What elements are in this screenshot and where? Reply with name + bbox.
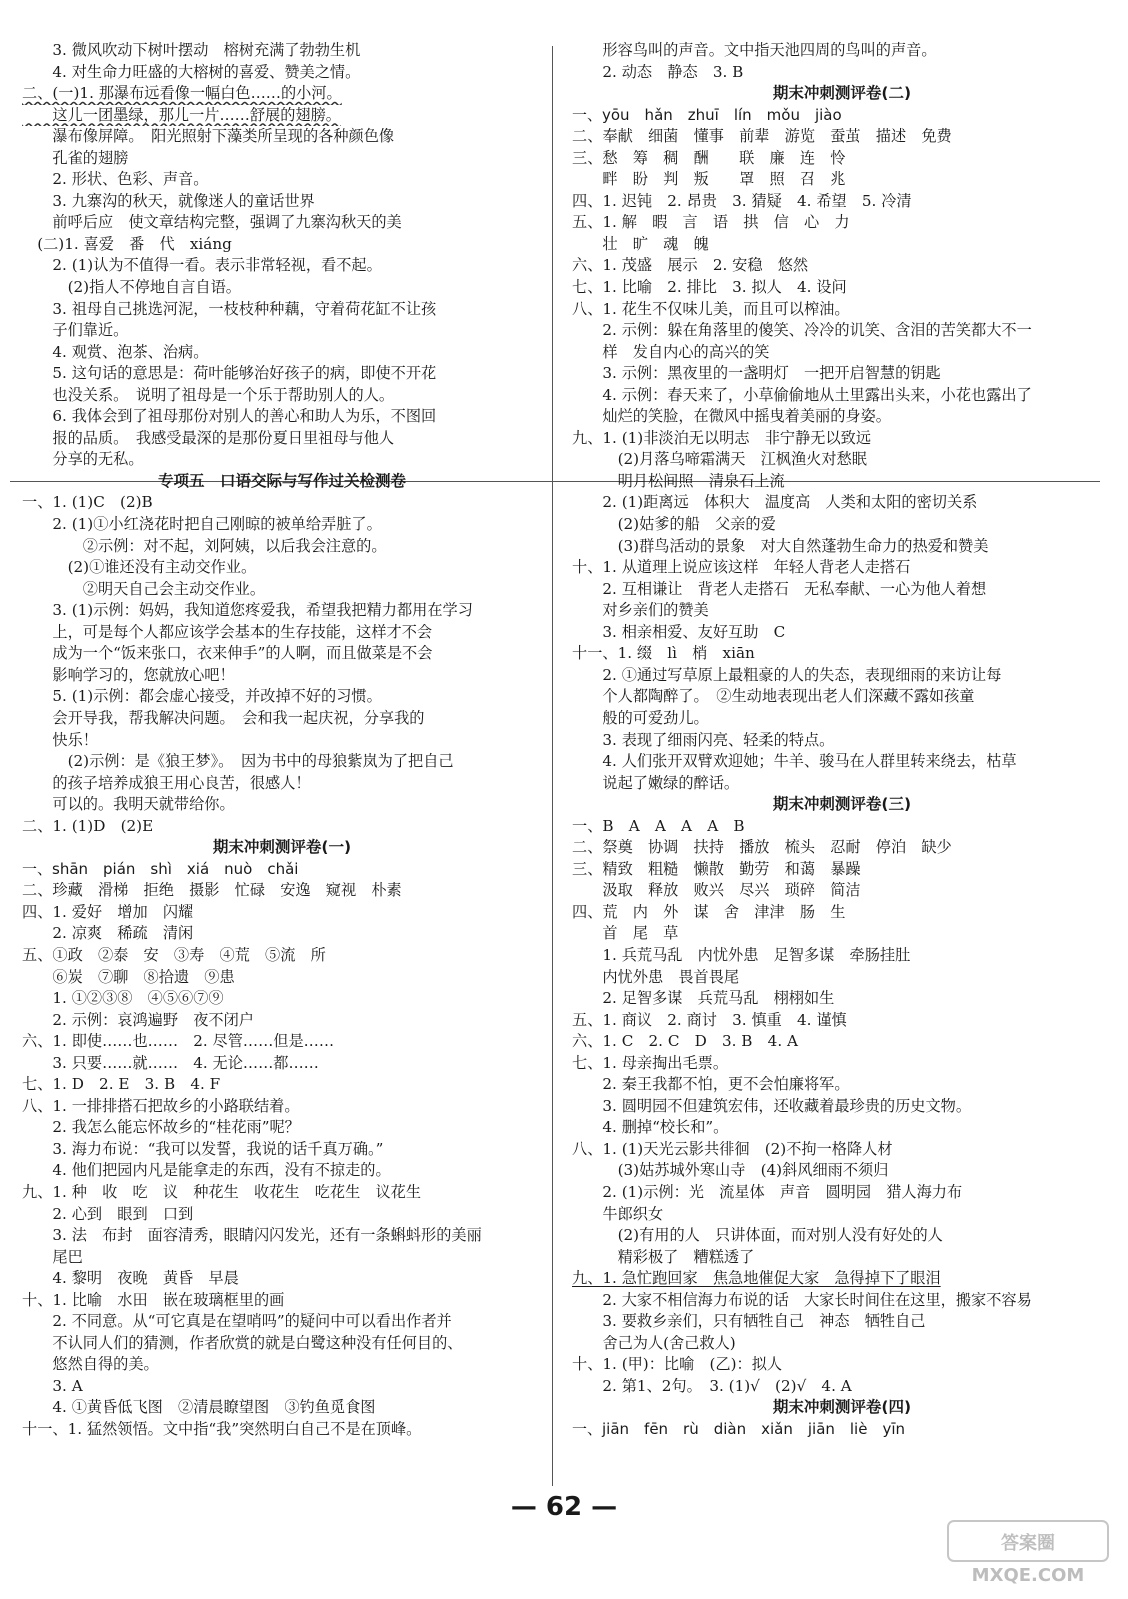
right-answer-line: 说起了嫩绿的醉话。 [572,773,740,792]
left-answer-line: 3. 微风吹动下树叶摆动 榕树充满了勃勃生机 [22,41,361,59]
left-answer-line: 成为一个“饭来张口，衣来伸手”的人啊，而且做菜是不会 [22,644,433,663]
left-answer-line: 3. 只要……就…… 4. 无论……都…… [22,1053,319,1072]
page-number: — 62 — [510,1492,618,1522]
right-answer-line: 2. 足智多谋 兵荒马乱 栩栩如生 [572,989,835,1008]
right-answer-line: 十、1. (甲)：比喻 (乙)：拟人 [572,1355,783,1374]
left-answer-line: 3. 祖母自己挑选河泥，一枝枝种种藕，守着荷花缸不让孩 [22,299,437,318]
right-answer-line: 2. 第1、2句。 3. (1)√ (2)√ 4. A [572,1376,852,1395]
left-answer-line: ②明天自己会主动交作业。 [22,579,265,598]
left-answer-line: 3. A [22,1376,83,1395]
right-answer-line: 2. (1)距离远 体积大 温度高 人类和太阳的密切关系 [572,493,978,512]
right-answer-line: 1. 兵荒马乱 内忧外患 足智多谋 牵肠挂肚 [572,945,911,964]
right-answer-line: 三、愁 筹 稠 酬 联 廉 连 怜 [572,148,846,167]
left-answer-line: 的孩子培养成狼王用心良苦，很感人！ [22,773,311,792]
right-answer-line: 牛郎织女 [572,1204,664,1223]
right-answer-line: 五、1. 解 暇 言 语 拱 信 心 力 [572,213,850,232]
left-answer-line: 九、1. 种 收 吃 议 种花生 收花生 吃花生 议花生 [22,1182,422,1201]
watermark-bottom-text: MXQE.COM [971,1565,1085,1586]
right-answer-line: 八、1. 花生不仅味儿美，而且可以榨油。 [572,299,850,318]
right-answer-line: 首 尾 草 [572,924,679,943]
right-answer-line: 2. 动态 静态 3. B [572,62,744,81]
left-answer-line: 前呼后应 使文章结构完整，强调了九寨沟秋天的美 [22,213,402,232]
left-answer-line: 4. 他们把园内凡是能拿走的东西，没有不掠走的。 [22,1161,391,1180]
right-column [572,40,1112,1441]
left-answer-line: 上，可是每个人都应该学会基本的生存技能，这样才不会 [22,622,433,641]
left-answer-line: (2)①谁还没有主动交作业。 [22,558,257,577]
right-answer-line: 2. ①通过写草原上最粗豪的人的失态，表现细雨的来访让每 [572,665,1002,684]
right-answer-line: 九、1. (1)非淡泊无以明志 非宁静无以致远 [572,428,872,447]
left-answer-line: 二、(一)1. 那瀑布远看像一幅白色……的小河。 [22,84,342,103]
left-answer-line: 2. 形状、色彩、声音。 [22,170,209,189]
left-answer-line: 尾巴 [22,1247,83,1266]
left-answer-line: 孔雀的翅膀 [22,148,129,167]
left-answer-line: ②示例：对不起，刘阿姨，以后我会注意的。 [22,536,387,555]
right-answer-line: 2. 秦王我都不怕，更不会怕廉将军。 [572,1075,850,1094]
right-answer-line: 对乡亲们的赞美 [572,601,709,620]
right-answer-line: 一、jiān fēn rù diàn xiǎn jiān liè yīn [572,1420,906,1438]
right-answer-line: 3. 圆明园不但建筑宏伟，还收藏着最珍贵的历史文物。 [572,1096,972,1115]
right-answer-line: 4. 人们张开双臂欢迎她；牛羊、骏马在人群里转来绕去，枯草 [572,752,1017,771]
right-answer-line: 一、B A A A A B [572,816,745,835]
right-section-title: 期末冲刺测评卷(三) [772,795,912,814]
left-answer-line: 一、1. (1)C (2)B [22,493,153,512]
left-section-title: 专项五 口语交际与写作过关检测卷 [157,471,406,490]
left-answer-line: ⑥炭 ⑦聊 ⑧拾遗 ⑨患 [22,967,235,986]
right-answer-line: 3. 要救乡亲们，只有牺牲自己 神态 牺牲自己 [572,1312,926,1331]
left-answer-line: 可以的。我明天就带给你。 [22,795,235,814]
left-answer-line: 这儿一团墨绿，那儿一片……舒展的翅膀。 [22,105,341,124]
left-answer-line: (2)示例：是《狼王梦》。 因为书中的母狼紫岚为了把自己 [22,752,454,771]
right-answer-line: 二、祭奠 协调 扶持 播放 梳头 忍耐 停泊 缺少 [572,838,952,857]
left-answer-line: 4. 观赏、泡茶、治病。 [22,342,209,361]
left-answer-line: 2. 凉爽 稀疏 清闲 [22,924,194,943]
right-answer-line: (2)姑爹的船 父亲的爱 [572,515,776,534]
right-answer-line: 四、1. 迟钝 2. 昂贵 3. 猜疑 4. 希望 5. 冷清 [572,191,912,210]
left-answer-line: 3. 法 布封 面容清秀，眼睛闪闪发光，还有一条蝌蚪形的美丽 [22,1226,482,1245]
right-answer-line: 二、奉献 细菌 懂事 前辈 游览 蚕茧 描述 免费 [572,127,952,146]
left-answer-line: 子们靠近。 [22,321,129,340]
right-answer-line: (3)姑苏城外寒山寺 (4)斜风细雨不须归 [572,1161,889,1180]
right-answer-line: 3. 相亲相爱、友好互助 C [572,622,786,641]
left-answer-line: 2. 心到 眼到 口到 [22,1204,194,1223]
right-answer-line: 3. 表现了细雨闪亮、轻柔的特点。 [572,730,835,749]
left-answer-line: (二)1. 喜爱 番 代 xiáng [22,234,232,253]
right-answer-line: 七、1. 母亲掏出毛票。 [572,1053,729,1072]
left-answer-line: 快乐！ [22,730,98,749]
right-answer-line: 3. 示例：黑夜里的一盏明灯 一把开启智慧的钥匙 [572,364,941,383]
right-answer-line: 2. 大家不相信海力布说的话 大家长时间住在这里，搬家不容易 [572,1290,1032,1309]
right-answer-line: 三、精致 粗糙 懒散 勤劳 和蔼 暴躁 [572,859,861,878]
right-answer-line: 六、1. C 2. C D 3. B 4. A [572,1032,798,1051]
right-answer-line: 五、1. 商议 2. 商讨 3. 慎重 4. 谨慎 [572,1010,847,1029]
left-answer-line: 瀑布像屏障。 阳光照射下藻类所呈现的各种颜色像 [22,127,395,146]
left-answer-line: 2. 我怎么能忘怀故乡的“桂花雨”呢？ [22,1118,300,1137]
left-answer-line: 二、珍藏 滑梯 拒绝 摄影 忙碌 安逸 窥视 朴素 [22,881,402,900]
right-answer-line: 壮 旷 魂 魄 [572,234,709,253]
right-answer-line: 明月松间照 清泉石上流 [572,471,785,490]
left-answer-line: 2. (1)①小红浇花时把自己刚晾的被单给弄脏了。 [22,515,382,534]
left-answer-line: 也没关系。 说明了祖母是一个乐于帮助别人的人。 [22,385,395,404]
right-section-title: 期末冲刺测评卷(二) [772,84,912,103]
left-answer-line: 十、1. 比喻 水田 嵌在玻璃框里的画 [22,1290,285,1309]
watermark-top-text: 答案圈 [1001,1533,1055,1554]
left-answer-line: 七、1. D 2. E 3. B 4. F [22,1075,221,1094]
left-answer-line: 影响学习的，您就放心吧！ [22,665,235,684]
right-section-title: 期末冲刺测评卷(四) [772,1398,912,1417]
left-answer-line: 十一、1. 猛然领悟。文中指“我”突然明白自己不是在顶峰。 [22,1420,422,1438]
right-answer-line: 2. 互相谦让 背老人走搭石 无私奉献、一心为他人着想 [572,579,987,598]
right-answer-line: 2. 示例：躲在角落里的傻笑、冷冷的讥笑、含泪的苦笑都大不一 [572,321,1032,340]
right-answer-line: 十、1. 从道理上说应该这样 年轻人背老人走搭石 [572,558,911,577]
right-answer-line: 汲取 释放 败兴 尽兴 琐碎 简洁 [572,881,861,900]
right-answer-line: 个人都陶醉了。 ②生动地表现出老人们深藏不露如孩童 [572,687,975,706]
left-answer-line: 分享的无私。 [22,450,144,469]
left-answer-line: 4. 黎明 夜晚 黄昏 早晨 [22,1269,239,1288]
right-answer-line: 般的可爱劲儿。 [572,708,709,727]
right-answer-line: (3)群鸟活动的景象 对大自然蓬勃生命力的热爱和赞美 [572,536,989,555]
left-answer-line: (2)指人不停地自言自语。 [22,278,241,297]
left-answer-line: 1. ①②③⑧ ④⑤⑥⑦⑨ [22,989,224,1008]
left-column [22,40,542,1441]
left-answer-line: 5. (1)示例：都会虚心接受，并改掉不好的习惯。 [22,687,382,706]
left-answer-line: 五、①政 ②泰 安 ③寿 ④荒 ⑤流 所 [22,945,326,964]
right-answer-line: 畔 盼 判 叛 罩 照 召 兆 [572,170,846,189]
left-answer-line: 不认同人们的猜测，作者欣赏的就是白鹭这种没有任何目的、 [22,1333,463,1352]
left-answer-line: 2. 不同意。从“可它真是在望哨吗”的疑问中可以看出作者并 [22,1312,452,1331]
left-section-title: 期末冲刺测评卷(一) [212,838,352,857]
left-answer-line: 二、1. (1)D (2)E [22,816,154,835]
left-answer-line: 3. (1)示例：妈妈，我知道您疼爱我，希望我把精力都用在学习 [22,601,473,620]
right-answer-line: 八、1. (1)天光云影共徘徊 (2)不拘一格降人材 [572,1139,893,1158]
left-answer-line: 2. 示例：哀鸿遍野 夜不闭户 [22,1010,254,1029]
left-answer-line: 4. ①黄昏低飞图 ②清晨瞭望图 ③钓鱼觅食图 [22,1398,376,1417]
right-answer-line: 灿烂的笑脸，在微风中摇曳着美丽的身姿。 [572,407,891,426]
column-divider-vertical [552,46,553,1486]
right-answer-line: 一、yōu hǎn zhuī lín mǒu jiào [572,105,842,124]
right-answer-line: 精彩极了 糟糕透了 [572,1247,755,1266]
right-answer-line: 舍己为人(舍己救人) [572,1333,736,1352]
left-answer-line: 3. 海力布说：“我可以发誓，我说的话千真万确。” [22,1139,384,1158]
right-answer-line: 四、荒 内 外 谋 舍 津津 肠 生 [572,902,846,921]
right-answer-line: 内忧外患 畏首畏尾 [572,967,740,986]
left-answer-line: 悠然自得的美。 [22,1355,159,1374]
right-answer-line: 六、1. 茂盛 展示 2. 安稳 悠然 [572,256,809,275]
right-answer-line: 形容鸟叫的声音。文中指天池四周的鸟叫的声音。 [572,41,937,59]
watermark-logo [944,1519,1112,1589]
left-answer-line: 3. 九寨沟的秋天，就像迷人的童话世界 [22,191,315,210]
right-answer-line: (2)有用的人 只讲体面，而对别人没有好处的人 [572,1226,943,1245]
left-answer-line: 会开导我，帮我解决问题。 会和我一起庆祝，分享我的 [22,708,425,727]
right-answer-line: 七、1. 比喻 2. 排比 3. 拟人 4. 设问 [572,278,847,297]
right-answer-line: (2)月落乌啼霜满天 江枫渔火对愁眠 [572,450,867,469]
left-answer-line: 6. 我体会到了祖母那份对别人的善心和助人为乐，不图回 [22,407,437,426]
right-answer-line: 九、1. 急忙跑回家 焦急地催促大家 急得掉下了眼泪 [572,1269,941,1288]
left-answer-line: 5. 这句话的意思是：荷叶能够治好孩子的病，即使不开花 [22,364,437,383]
left-answer-line: 六、1. 即使……也…… 2. 尽管……但是…… [22,1032,335,1051]
right-answer-line: 4. 示例：春天来了，小草偷偷地从土里露出头来，小花也露出了 [572,385,1032,404]
right-answer-line: 4. 删掉“校长和”。 [572,1118,729,1137]
left-answer-line: 一、shān pián shì xiá nuò chǎi [22,859,299,878]
left-answer-line: 四、1. 爱好 增加 闪耀 [22,902,194,921]
left-answer-line: 八、1. 一排排搭石把故乡的小路联结着。 [22,1096,300,1115]
left-answer-line: 报的品质。 我感受最深的是那份夏日里祖母与他人 [22,428,395,447]
right-answer-line: 样 发自内心的高兴的笑 [572,342,770,361]
left-answer-line: 2. (1)认为不值得一看。表示非常轻视，看不起。 [22,256,382,275]
left-answer-line: 4. 对生命力旺盛的大榕树的喜爱、赞美之情。 [22,62,361,81]
right-answer-line: 十一、1. 缀 lì 梢 xiān [572,644,755,663]
right-answer-line: 2. (1)示例：光 流星体 声音 圆明园 猎人海力布 [572,1182,963,1201]
